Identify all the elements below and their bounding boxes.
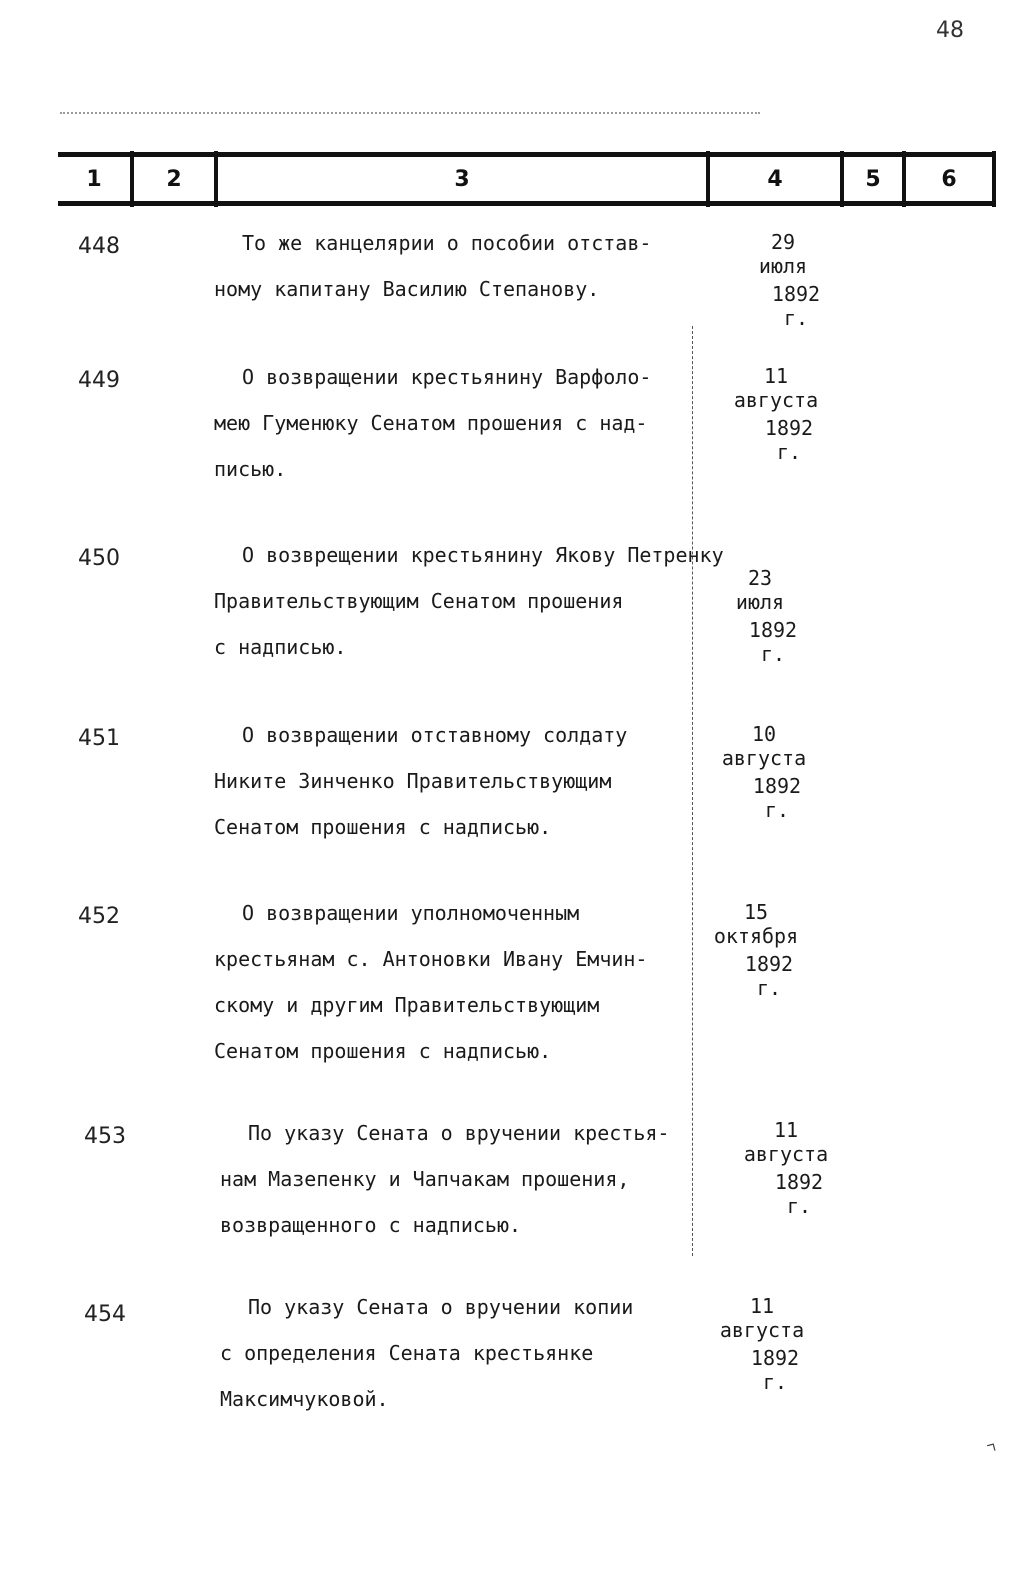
page-number: 48	[936, 18, 964, 43]
entry-line: Никите Зинченко Правительствующим	[214, 769, 612, 793]
date-year: 1892 г.	[764, 416, 814, 464]
date-month: августа	[743, 1142, 829, 1166]
entry-number: 453	[84, 1124, 126, 1149]
table-header	[58, 152, 996, 206]
header-col-5: 5	[865, 166, 881, 192]
entry-line: ному капитану Василию Степанову.	[214, 277, 600, 301]
entry-number: 452	[78, 904, 120, 929]
date-day: 10	[751, 722, 777, 746]
date-day: 29	[770, 230, 796, 254]
date-year: 1892 г.	[744, 952, 794, 1000]
header-col-2: 2	[166, 166, 182, 192]
entry-number: 454	[84, 1302, 126, 1327]
entry-line: возвращенного с надписью.	[220, 1213, 522, 1237]
entry-number: 450	[78, 546, 120, 571]
entry-line: крестьянам с. Антоновки Ивану Емчин-	[214, 947, 648, 971]
entry-line: писью.	[214, 457, 287, 481]
date-month: августа	[733, 388, 819, 412]
date-year: 1892 г.	[750, 1346, 800, 1394]
header-col-6: 6	[941, 166, 957, 192]
entry-line: По указу Сената о вручении крестья-	[248, 1121, 670, 1145]
header-col-1: 1	[86, 166, 102, 192]
entry-line: Правительствующим Сенатом прошения	[214, 589, 624, 613]
entry-line: с надписью.	[214, 635, 347, 659]
date-day: 11	[749, 1294, 775, 1318]
entry-line: По указу Сената о вручении копии	[248, 1295, 634, 1319]
entry-text	[220, 1284, 710, 1422]
entry-line: скому и другим Правительствующим	[214, 993, 600, 1017]
header-col-4: 4	[767, 166, 783, 192]
header-col-3: 3	[454, 166, 470, 192]
entry-date	[734, 1118, 838, 1218]
entry-text	[214, 890, 704, 1074]
date-day: 15	[743, 900, 769, 924]
entry-line: с определения Сената крестьянке	[220, 1341, 594, 1365]
entry-line: Сенатом прошения с надписью.	[214, 1039, 552, 1063]
entry-text	[214, 532, 724, 670]
date-month: июля	[735, 590, 785, 614]
date-month: июля	[758, 254, 808, 278]
date-year: 1892 г.	[771, 282, 821, 330]
top-dotted-rule	[60, 112, 760, 114]
date-year: 1892 г.	[752, 774, 802, 822]
entry-line: мею Гуменюку Сенатом прошения с над-	[214, 411, 648, 435]
header-separator	[992, 151, 996, 207]
entry-date	[724, 364, 828, 464]
entry-date	[706, 900, 806, 1000]
entry-text	[220, 1110, 710, 1248]
entry-number: 449	[78, 368, 120, 393]
entry-text	[214, 712, 704, 850]
date-day: 23	[747, 566, 773, 590]
entry-line: То же канцелярии о пособии отстав-	[242, 231, 652, 255]
entry-text	[214, 354, 704, 492]
entry-number: 448	[78, 234, 120, 259]
entry-date	[710, 1294, 814, 1394]
date-day: 11	[773, 1118, 799, 1142]
entry-line: Максимчуковой.	[220, 1387, 389, 1411]
entry-line: О возвращении крестьянину Варфоло-	[242, 365, 652, 389]
entry-number: 451	[78, 726, 120, 751]
entry-line: нам Мазепенку и Чапчакам прошения,	[220, 1167, 630, 1191]
date-month: октября	[713, 924, 799, 948]
date-year: 1892 г.	[774, 1170, 824, 1218]
entry-line: О возврещении крестьянину Якову Петренку	[242, 543, 724, 567]
margin-pen-mark: ⌝	[982, 1438, 1003, 1467]
entry-date	[712, 722, 816, 822]
date-year: 1892 г.	[748, 618, 798, 666]
entry-text	[214, 220, 704, 312]
entry-date	[738, 230, 828, 330]
entry-line: Сенатом прошения с надписью.	[214, 815, 552, 839]
date-day: 11	[763, 364, 789, 388]
date-month: августа	[721, 746, 807, 770]
entry-line: О возвращении уполномоченным	[242, 901, 580, 925]
entry-date	[712, 566, 808, 666]
date-month: августа	[719, 1318, 805, 1342]
entry-line: О возвращении отставному солдату	[242, 723, 628, 747]
